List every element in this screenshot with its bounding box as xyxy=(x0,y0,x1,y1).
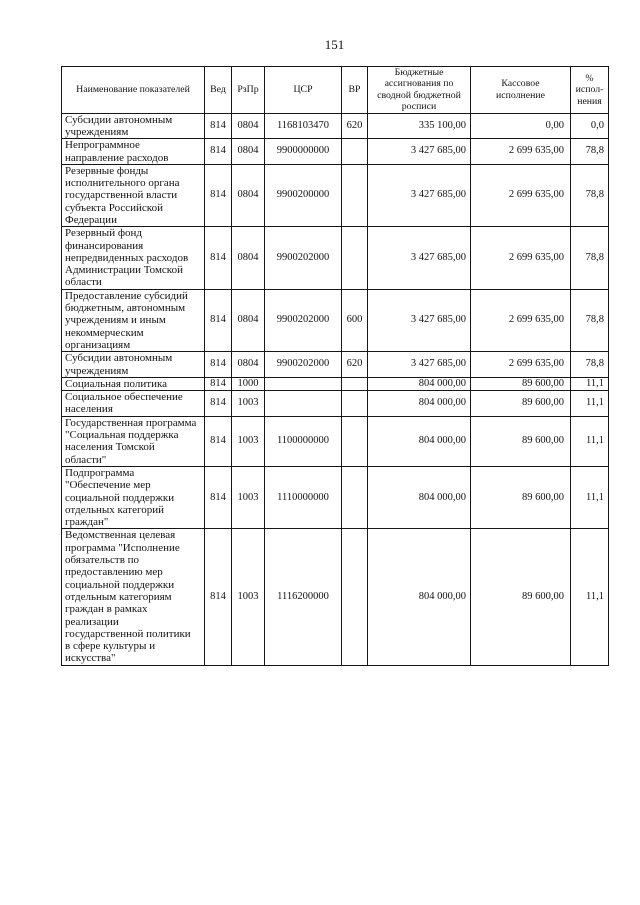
cell-vr xyxy=(342,227,368,289)
cell-vr: 620 xyxy=(342,113,368,139)
cell-ved: 814 xyxy=(205,529,232,665)
cell-budget: 335 100,00 xyxy=(368,113,471,139)
cell-vr: 620 xyxy=(342,352,368,378)
cell-ved: 814 xyxy=(205,289,232,351)
column-header-ved: Вед xyxy=(205,67,232,114)
cell-pct: 11,1 xyxy=(571,529,609,665)
cell-ved: 814 xyxy=(205,227,232,289)
cell-vr xyxy=(342,416,368,466)
cell-pct: 11,1 xyxy=(571,416,609,466)
cell-csr: 1100000000 xyxy=(265,416,342,466)
column-header-budget: Бюджетные ассигнования по сводной бюджетной росписи xyxy=(368,67,471,114)
cell-budget: 3 427 685,00 xyxy=(368,289,471,351)
cell-pct: 11,1 xyxy=(571,466,609,528)
cell-pct: 78,8 xyxy=(571,289,609,351)
cell-rzpr: 0804 xyxy=(232,352,265,378)
cell-budget: 3 427 685,00 xyxy=(368,164,471,226)
cell-rzpr: 0804 xyxy=(232,139,265,165)
cell-csr xyxy=(265,377,342,390)
cell-vr xyxy=(342,139,368,165)
cell-cash: 2 699 635,00 xyxy=(471,352,571,378)
cell-ved: 814 xyxy=(205,391,232,417)
cell-budget: 804 000,00 xyxy=(368,416,471,466)
cell-budget: 3 427 685,00 xyxy=(368,227,471,289)
cell-name: Государственная программа "Социальная поддержка населения Томской области" xyxy=(62,416,205,466)
cell-vr: 600 xyxy=(342,289,368,351)
cell-ved: 814 xyxy=(205,466,232,528)
cell-cash: 2 699 635,00 xyxy=(471,139,571,165)
cell-vr xyxy=(342,466,368,528)
cell-csr: 9900200000 xyxy=(265,164,342,226)
cell-rzpr: 1003 xyxy=(232,416,265,466)
cell-cash: 89 600,00 xyxy=(471,416,571,466)
cell-rzpr: 0804 xyxy=(232,227,265,289)
cell-budget: 804 000,00 xyxy=(368,377,471,390)
cell-name: Резервный фонд финансирования непредвиденных расходов Администрации Томской области xyxy=(62,227,205,289)
cell-rzpr: 0804 xyxy=(232,164,265,226)
cell-csr: 1116200000 xyxy=(265,529,342,665)
cell-pct: 0,0 xyxy=(571,113,609,139)
column-header-name: Наименование показателей xyxy=(62,67,205,114)
cell-csr: 9900202000 xyxy=(265,227,342,289)
cell-rzpr: 1003 xyxy=(232,391,265,417)
cell-name: Резервные фонды исполнительного органа государственной власти субъекта Российской Федерации xyxy=(62,164,205,226)
cell-ved: 814 xyxy=(205,377,232,390)
cell-ved: 814 xyxy=(205,113,232,139)
cell-budget: 804 000,00 xyxy=(368,529,471,665)
cell-ved: 814 xyxy=(205,139,232,165)
table-row xyxy=(62,416,609,466)
cell-csr: 1110000000 xyxy=(265,466,342,528)
table-row xyxy=(62,466,609,528)
cell-budget: 3 427 685,00 xyxy=(368,352,471,378)
cell-cash: 2 699 635,00 xyxy=(471,227,571,289)
cell-name: Субсидии автономным учреждениям xyxy=(62,113,205,139)
table-row xyxy=(62,377,609,390)
table-row xyxy=(62,352,609,378)
table-row xyxy=(62,227,609,289)
table-row xyxy=(62,164,609,226)
table-header-row xyxy=(62,67,609,114)
cell-cash: 89 600,00 xyxy=(471,529,571,665)
cell-cash: 2 699 635,00 xyxy=(471,164,571,226)
cell-rzpr: 0804 xyxy=(232,113,265,139)
cell-csr: 9900000000 xyxy=(265,139,342,165)
table-body xyxy=(62,113,609,665)
cell-name: Социальное обеспечение населения xyxy=(62,391,205,417)
cell-vr xyxy=(342,391,368,417)
cell-rzpr: 1003 xyxy=(232,466,265,528)
cell-pct: 78,8 xyxy=(571,352,609,378)
cell-rzpr: 1000 xyxy=(232,377,265,390)
cell-csr: 9900202000 xyxy=(265,352,342,378)
page-number: 151 xyxy=(324,37,345,52)
cell-csr xyxy=(265,391,342,417)
column-header-cash: Кассовое исполнение xyxy=(471,67,571,114)
cell-name: Субсидии автономным учреждениям xyxy=(62,352,205,378)
cell-rzpr: 1003 xyxy=(232,529,265,665)
table-row xyxy=(62,139,609,165)
cell-ved: 814 xyxy=(205,164,232,226)
cell-rzpr: 0804 xyxy=(232,289,265,351)
cell-name: Непрограммное направление расходов xyxy=(62,139,205,165)
column-header-pct: % испол- нения xyxy=(571,67,609,114)
cell-ved: 814 xyxy=(205,352,232,378)
cell-name: Подпрограмма "Обеспечение мер социальной поддержки отдельных категорий граждан" xyxy=(62,466,205,528)
cell-cash: 89 600,00 xyxy=(471,466,571,528)
table-row xyxy=(62,391,609,417)
cell-budget: 804 000,00 xyxy=(368,466,471,528)
cell-pct: 78,8 xyxy=(571,164,609,226)
cell-ved: 814 xyxy=(205,416,232,466)
cell-pct: 11,1 xyxy=(571,391,609,417)
cell-name: Предоставление субсидий бюджетным, автономным учреждениям и иным некоммерческим организациям xyxy=(62,289,205,351)
cell-vr xyxy=(342,529,368,665)
cell-cash: 89 600,00 xyxy=(471,391,571,417)
cell-pct: 11,1 xyxy=(571,377,609,390)
cell-vr xyxy=(342,164,368,226)
cell-pct: 78,8 xyxy=(571,139,609,165)
cell-cash: 2 699 635,00 xyxy=(471,289,571,351)
cell-vr xyxy=(342,377,368,390)
column-header-rzpr: РзПр xyxy=(232,67,265,114)
cell-budget: 3 427 685,00 xyxy=(368,139,471,165)
cell-cash: 0,00 xyxy=(471,113,571,139)
cell-pct: 78,8 xyxy=(571,227,609,289)
table-row xyxy=(62,529,609,665)
budget-execution-table xyxy=(61,66,609,666)
cell-cash: 89 600,00 xyxy=(471,377,571,390)
column-header-vr: ВР xyxy=(342,67,368,114)
cell-name: Социальная политика xyxy=(62,377,205,390)
table-row xyxy=(62,113,609,139)
table-row xyxy=(62,289,609,351)
cell-csr: 1168103470 xyxy=(265,113,342,139)
cell-csr: 9900202000 xyxy=(265,289,342,351)
cell-budget: 804 000,00 xyxy=(368,391,471,417)
cell-name: Ведомственная целевая программа "Исполнение обязательств по предоставлению мер социальной поддержки отдельным категориям граждан в рамках реализации государственной политики в сфере культуры и искусства" xyxy=(62,529,205,665)
column-header-csr: ЦСР xyxy=(265,67,342,114)
